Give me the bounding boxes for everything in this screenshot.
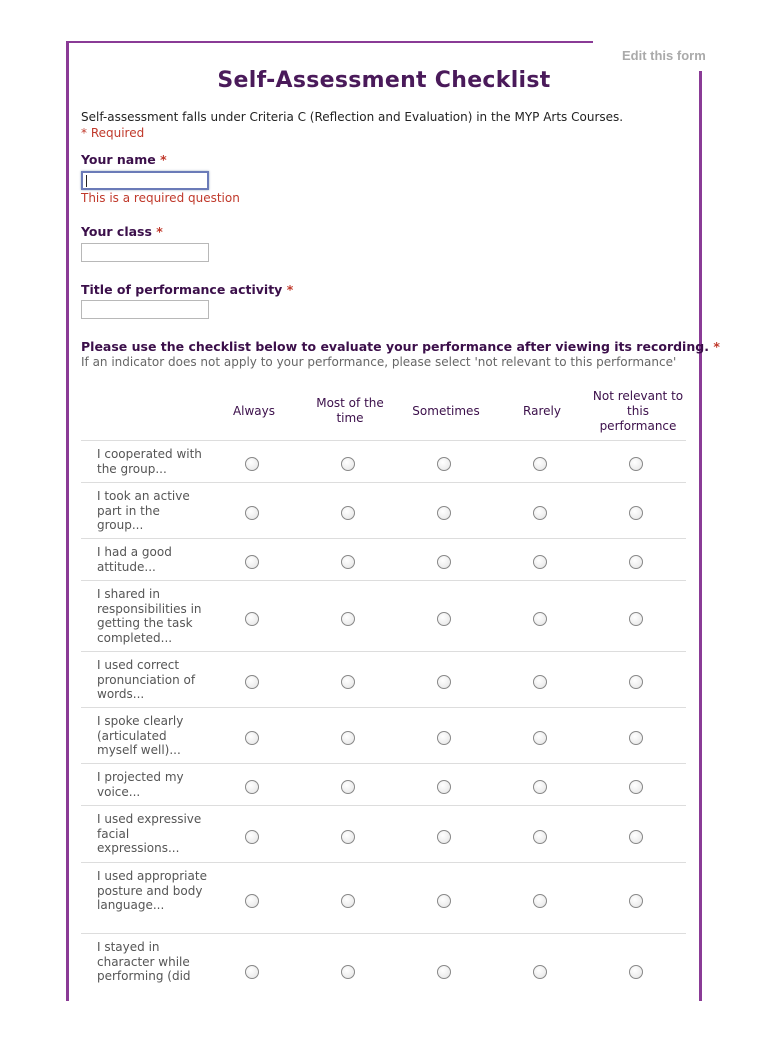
required-note: * Required [81,126,145,140]
radio-option[interactable] [341,894,355,908]
frame-left-border [66,41,69,1001]
column-header-not-relevant: Not relevant to this performance [592,388,684,433]
radio-option[interactable] [245,830,259,844]
radio-option[interactable] [437,965,451,979]
grid-row-label: I projected my voice... [97,770,184,799]
radio-option[interactable] [437,780,451,794]
class-label-text: Your class [81,224,152,239]
radio-option[interactable] [629,965,643,979]
form-description: Self-assessment falls under Criteria C (Reflection and Evaluation) in the MYP Arts Courses. [81,110,624,124]
radio-option[interactable] [533,731,547,745]
radio-option[interactable] [341,555,355,569]
class-label [81,224,163,239]
radio-option[interactable] [341,457,355,471]
radio-option[interactable] [629,830,643,844]
grid-question-label [81,339,720,354]
grid-row [81,539,686,581]
grid-row-label: I spoke clearly (articulated myself well)... [97,714,184,758]
name-error-message: This is a required question [81,191,240,205]
grid-rows [81,441,686,1006]
column-header-sometimes: Sometimes [412,403,480,418]
radio-option[interactable] [437,612,451,626]
radio-option[interactable] [437,830,451,844]
radio-option[interactable] [629,675,643,689]
radio-option[interactable] [341,612,355,626]
radio-option[interactable] [629,612,643,626]
grid-row [81,441,686,483]
edit-form-link[interactable]: Edit this form [622,48,706,63]
required-star: * [160,152,167,167]
radio-option[interactable] [341,675,355,689]
radio-option[interactable] [629,780,643,794]
activity-title-label-text: Title of performance activity [81,282,283,297]
radio-option[interactable] [533,965,547,979]
radio-option[interactable] [245,506,259,520]
radio-option[interactable] [533,612,547,626]
grid-row [81,934,686,1006]
required-star: * [156,224,163,239]
name-input[interactable] [81,171,209,190]
radio-option[interactable] [533,506,547,520]
grid-row-label: I stayed in character while performing (did [97,940,191,984]
radio-option[interactable] [629,506,643,520]
radio-option[interactable] [245,965,259,979]
class-input[interactable] [81,243,209,262]
grid-header [81,381,686,441]
required-star: * [286,282,294,297]
name-label [81,152,167,167]
grid-question-text: Please use the checklist below to evaluate your performance after viewing its recording. [81,339,709,354]
grid-row [81,708,686,764]
grid-row [81,483,686,539]
grid-row [81,806,686,863]
radio-option[interactable] [629,555,643,569]
radio-option[interactable] [533,830,547,844]
radio-option[interactable] [341,830,355,844]
radio-option[interactable] [341,965,355,979]
grid-row-label: I shared in responsibilities in getting the task completed... [97,587,202,645]
radio-option[interactable] [629,731,643,745]
column-header-always: Always [232,403,276,418]
required-star: * [713,339,720,354]
radio-option[interactable] [533,894,547,908]
radio-option[interactable] [533,780,547,794]
activity-title-input[interactable] [81,300,209,319]
radio-option[interactable] [533,457,547,471]
column-header-rarely: Rarely [523,403,561,418]
radio-option[interactable] [533,555,547,569]
name-label-text: Your name [81,152,156,167]
form-title: Self-Assessment Checklist [217,68,551,93]
grid-row-label: I cooperated with the group... [97,447,202,476]
radio-option[interactable] [437,555,451,569]
radio-option[interactable] [245,457,259,471]
radio-option[interactable] [341,731,355,745]
radio-option[interactable] [437,506,451,520]
radio-option[interactable] [245,555,259,569]
frame-right-border [699,71,702,1001]
grid-row [81,652,686,708]
radio-option[interactable] [437,457,451,471]
grid-row [81,764,686,806]
radio-option[interactable] [437,731,451,745]
activity-title-label [81,282,293,297]
grid-help-text: If an indicator does not apply to your performance, please select 'not relevant to this performance' [81,355,677,369]
radio-option[interactable] [437,675,451,689]
radio-option[interactable] [437,894,451,908]
frame-top-border [66,41,593,43]
column-header-most: Most of the time [316,396,384,425]
text-caret [86,175,87,187]
grid-row-label: I used appropriate posture and body language... [97,869,207,913]
grid-row [81,863,686,934]
radio-option[interactable] [629,894,643,908]
radio-option[interactable] [245,675,259,689]
grid-row [81,581,686,652]
radio-option[interactable] [245,731,259,745]
radio-option[interactable] [341,780,355,794]
radio-option[interactable] [533,675,547,689]
radio-option[interactable] [245,780,259,794]
radio-option[interactable] [245,894,259,908]
radio-option[interactable] [245,612,259,626]
radio-option[interactable] [629,457,643,471]
grid-row-label: I took an active part in the group... [97,489,190,533]
checklist-grid [81,381,686,1006]
grid-row-label: I used correct pronunciation of words... [97,658,196,702]
grid-row-label: I had a good attitude... [97,545,172,574]
radio-option[interactable] [341,506,355,520]
grid-row-label: I used expressive facial expressions... [97,812,202,856]
